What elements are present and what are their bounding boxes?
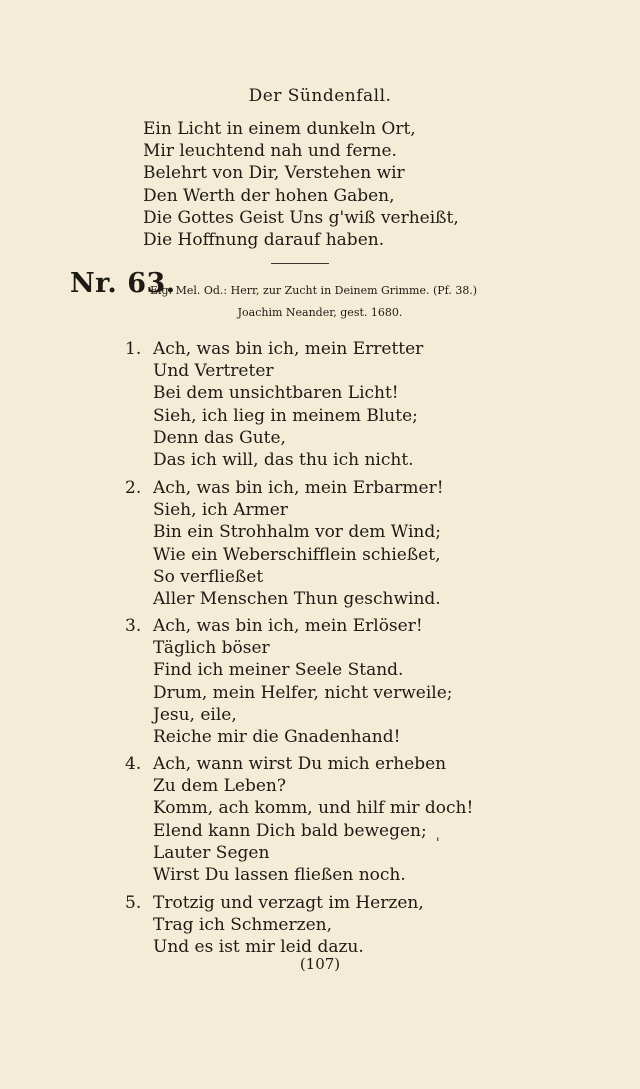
verse-line: Ach, wann wirst Du mich erheben: [153, 754, 447, 774]
verse-line: Sieh, ich lieg in meinem Blute;: [153, 405, 418, 426]
verse-line: Bei dem unsichtbaren Licht!: [153, 383, 399, 404]
stanza-number: 5.: [125, 893, 142, 913]
verse-line: Mir leuchtend nah und ferne.: [143, 141, 397, 162]
print-mark: ': [436, 836, 440, 851]
verse-line: Ein Licht in einem dunkeln Ort,: [143, 119, 416, 139]
stanza-number: 3.: [125, 616, 142, 636]
verse-line: Denn das Gute,: [153, 427, 286, 448]
previous-stanza: [143, 118, 459, 251]
melody-note: Eig. Mel. Od.: Herr, zur Zucht in Deinem Grimme. (Pf. 38.): [150, 284, 478, 297]
verse-line: Sieh, ich Armer: [153, 500, 288, 521]
verse-line: Elend kann Dich bald bewegen;: [153, 820, 427, 841]
stanza-number: 1.: [125, 339, 142, 359]
verse-line: Zu dem Leben?: [153, 776, 286, 797]
verse-line: Ach, was bin ich, mein Erretter: [153, 339, 424, 359]
verse-line: Und es ist mir leid dazu.: [153, 937, 364, 958]
verse-line: Das ich will, das thu ich nicht.: [153, 450, 414, 471]
verse-line: Täglich böser: [153, 638, 270, 659]
verse-line: Drum, mein Helfer, nicht verweile;: [153, 682, 453, 703]
hymn-author: Joachim Neander, gest. 1680.: [237, 306, 403, 319]
hymn-number: Nr. 63.: [70, 268, 176, 299]
verse-line: Die Gottes Geist Uns g'wiß verheißt,: [143, 207, 459, 228]
verse-line: Die Hoffnung darauf haben.: [143, 230, 385, 251]
verse-line: Und Vertreter: [153, 361, 274, 382]
stanza-number: 2.: [125, 478, 142, 498]
verse-line: Wirst Du lassen fließen noch.: [153, 865, 406, 886]
verse-line: Trotzig und verzagt im Herzen,: [153, 893, 424, 913]
verse-line: Komm, ach komm, und hilf mir doch!: [153, 798, 474, 819]
page-number: (107): [299, 955, 341, 973]
verse-line: Find ich meiner Seele Stand.: [153, 660, 404, 681]
verse-line: Trag ich Schmerzen,: [153, 915, 332, 936]
verse-line: Ach, was bin ich, mein Erlöser!: [153, 616, 423, 636]
verse-line: Belehrt von Dir, Verstehen wir: [143, 163, 405, 184]
verse-line: Lauter Segen: [153, 842, 270, 863]
verse-line: Wie ein Weberschifflein schießet,: [153, 544, 441, 565]
verse-line: Bin ein Strohhalm vor dem Wind;: [153, 522, 441, 543]
verse-line: Den Werth der hohen Gaben,: [143, 185, 395, 206]
verse-line: Jesu, eile,: [153, 704, 237, 725]
verse-line: So verfließet: [153, 566, 264, 587]
verse-line: Aller Menschen Thun geschwind.: [153, 589, 441, 610]
section-divider: [271, 263, 329, 264]
verse-line: Reiche mir die Gnadenhand!: [153, 727, 401, 748]
section-title: Der Sündenfall.: [248, 86, 392, 106]
stanza-number: 4.: [125, 754, 142, 774]
verse-line: Ach, was bin ich, mein Erbarmer!: [153, 478, 444, 498]
